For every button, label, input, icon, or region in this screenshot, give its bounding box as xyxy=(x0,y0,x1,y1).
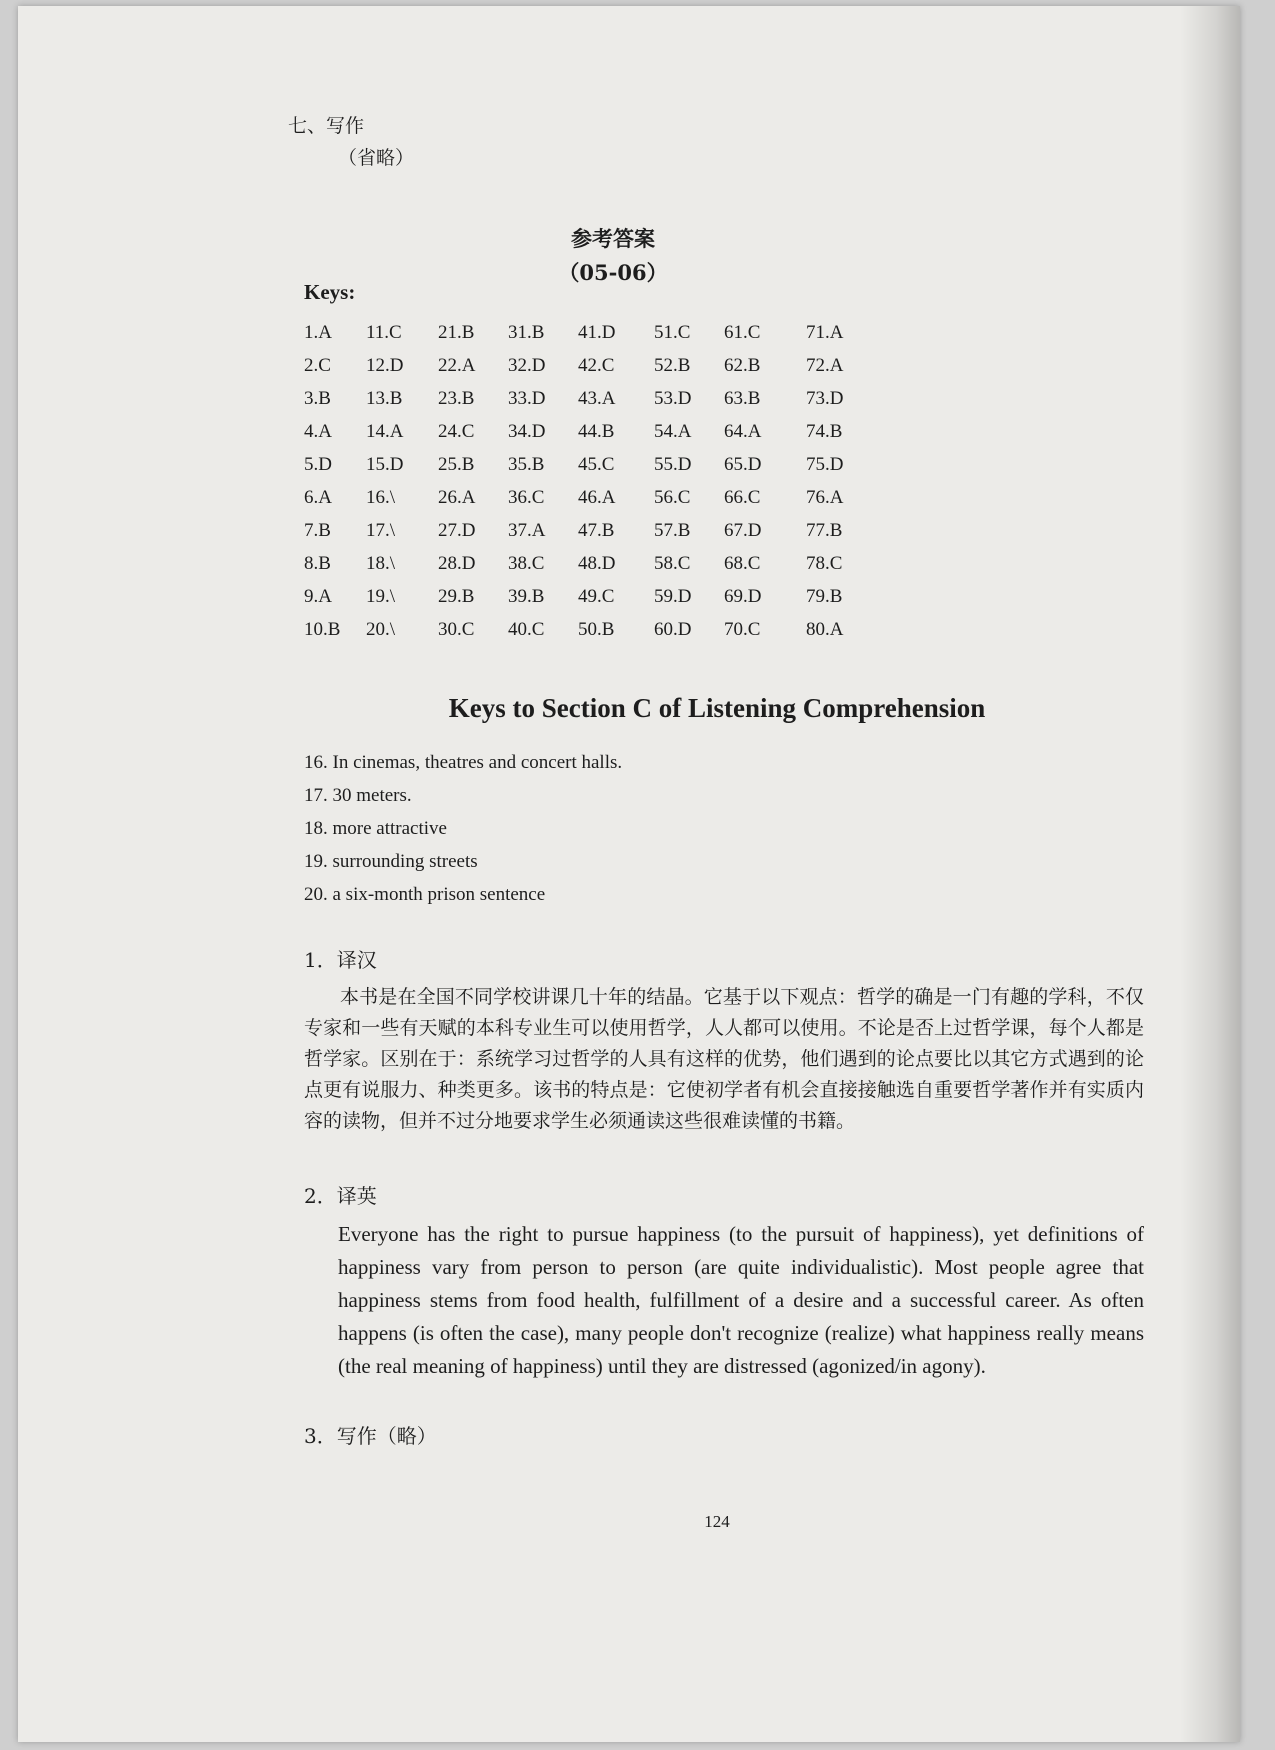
reference-title-block xyxy=(288,222,1146,290)
answer-row xyxy=(304,514,876,547)
keys-label: Keys: xyxy=(304,280,356,304)
answer-cell: 19.\ xyxy=(366,585,396,607)
answer-cell: 21.B xyxy=(438,321,475,343)
reference-subtitle: （05-06） xyxy=(558,260,668,285)
answer-cell: 58.C xyxy=(654,552,691,574)
section-seven-note: （省略） xyxy=(338,147,415,169)
answer-cell: 10.B xyxy=(304,618,341,640)
answer-cell: 45.C xyxy=(578,453,615,475)
translation-cn-text: 本书是在全国不同学校讲课几十年的结晶。它基于以下观点：哲学的确是一门有趣的学科，不仅专家和一些有天赋的本科专业生可以使用哲学，人人都可以使用。不论是否上过哲学课，每个人都是哲学家。区别在于：系统学习过哲学的人具有这样的优势，他们遇到的论点要比以其它方式遇到的论点更有说服力、种类更多。该书的特点是：它使初学者有机会直接接触选自重要哲学著作并有实质内容的读物，但并不过分地要求学生必须通读这些很难读懂的书籍。 xyxy=(304,986,1144,1132)
page-spine-shadow xyxy=(1180,6,1240,1742)
answer-cell: 73.D xyxy=(806,387,844,409)
translation-en-heading: 2．译英 xyxy=(304,1184,377,1208)
answer-cell: 63.B xyxy=(724,387,761,409)
answer-cell: 53.D xyxy=(654,387,692,409)
list-item: 20. a six-month prison sentence xyxy=(304,884,546,905)
answer-cell: 22.A xyxy=(438,354,476,376)
answer-cell: 68.C xyxy=(724,552,761,574)
answer-cell: 71.A xyxy=(806,321,844,343)
answer-cell: 11.C xyxy=(366,321,402,343)
answer-cell: 48.D xyxy=(578,552,616,574)
answer-cell: 57.B xyxy=(654,519,691,541)
answer-row xyxy=(304,613,876,646)
answer-cell: 65.D xyxy=(724,453,762,475)
list-item: 19. surrounding streets xyxy=(304,851,478,872)
answer-cell: 17.\ xyxy=(366,519,396,541)
answer-cell: 40.C xyxy=(508,618,545,640)
answer-cell: 67.D xyxy=(724,519,762,541)
answer-cell: 56.C xyxy=(654,486,691,508)
answer-cell: 39.B xyxy=(508,585,545,607)
answer-cell: 51.C xyxy=(654,321,691,343)
answer-cell: 79.B xyxy=(806,585,843,607)
answer-cell: 15.D xyxy=(366,453,404,475)
answer-cell: 47.B xyxy=(578,519,615,541)
answer-cell: 37.A xyxy=(508,519,546,541)
answer-cell: 66.C xyxy=(724,486,761,508)
listening-keys-list xyxy=(304,746,622,911)
answer-row xyxy=(304,415,876,448)
list-item: 16. In cinemas, theatres and concert halls. xyxy=(304,752,623,773)
answer-cell: 18.\ xyxy=(366,552,396,574)
section-seven-heading: 七、写作 xyxy=(288,115,365,137)
writing-heading: 3．写作（略） xyxy=(304,1424,437,1448)
answer-cell: 26.A xyxy=(438,486,476,508)
answer-cell: 4.A xyxy=(304,420,332,442)
answer-cell: 80.A xyxy=(806,618,844,640)
answer-row xyxy=(304,349,876,382)
answer-cell: 50.B xyxy=(578,618,615,640)
answer-row xyxy=(304,316,876,349)
answer-cell: 62.B xyxy=(724,354,761,376)
answer-cell: 75.D xyxy=(806,453,844,475)
list-item: 18. more attractive xyxy=(304,818,447,839)
answer-cell: 43.A xyxy=(578,387,616,409)
answer-cell: 64.A xyxy=(724,420,762,442)
answer-cell: 78.C xyxy=(806,552,843,574)
list-item: 17. 30 meters. xyxy=(304,785,412,806)
listening-keys-title: Keys to Section C of Listening Comprehension xyxy=(448,693,986,723)
answer-cell: 30.C xyxy=(438,618,475,640)
answer-cell: 74.B xyxy=(806,420,843,442)
answer-cell: 12.D xyxy=(366,354,404,376)
answer-cell: 6.A xyxy=(304,486,332,508)
answer-cell: 13.B xyxy=(366,387,403,409)
page-content xyxy=(288,110,1146,1531)
answer-cell: 5.D xyxy=(304,453,332,475)
book-page xyxy=(18,6,1240,1742)
answer-cell: 44.B xyxy=(578,420,615,442)
answer-cell: 35.B xyxy=(508,453,545,475)
answer-cell: 60.D xyxy=(654,618,692,640)
answer-cell: 14.A xyxy=(366,420,404,442)
answer-row xyxy=(304,481,876,514)
answer-cell: 36.C xyxy=(508,486,545,508)
answer-cell: 23.B xyxy=(438,387,475,409)
reference-title: 参考答案 xyxy=(571,226,655,251)
answer-cell: 2.C xyxy=(304,354,331,376)
answer-cell: 27.D xyxy=(438,519,476,541)
answer-cell: 31.B xyxy=(508,321,545,343)
answer-cell: 61.C xyxy=(724,321,761,343)
answer-cell: 9.A xyxy=(304,585,332,607)
answer-cell: 42.C xyxy=(578,354,615,376)
answer-key-grid xyxy=(304,316,876,646)
answer-cell: 59.D xyxy=(654,585,692,607)
translation-en-text: Everyone has the right to pursue happiness (to the pursuit of happiness), yet definitions of happiness vary from person to person (are quite individualistic). Most people agree that happiness stems from food health, fulfillment of a desire and a successful career. As often happens (is often the case), many people don't recognize (realize) what happiness really means (the real meaning of happiness) until they are distressed (agonized/in agony). xyxy=(338,1222,1144,1378)
answer-cell: 20.\ xyxy=(366,618,396,640)
answer-cell: 28.D xyxy=(438,552,476,574)
answer-cell: 33.D xyxy=(508,387,546,409)
answer-cell: 69.D xyxy=(724,585,762,607)
answer-cell: 3.B xyxy=(304,387,331,409)
answer-cell: 52.B xyxy=(654,354,691,376)
answer-cell: 55.D xyxy=(654,453,692,475)
answer-cell: 8.B xyxy=(304,552,331,574)
answer-cell: 38.C xyxy=(508,552,545,574)
answer-cell: 49.C xyxy=(578,585,615,607)
answer-cell: 24.C xyxy=(438,420,475,442)
answer-cell: 1.A xyxy=(304,321,332,343)
answer-row xyxy=(304,580,876,613)
answer-cell: 76.A xyxy=(806,486,844,508)
answer-cell: 32.D xyxy=(508,354,546,376)
answer-cell: 25.B xyxy=(438,453,475,475)
answer-cell: 41.D xyxy=(578,321,616,343)
answer-cell: 29.B xyxy=(438,585,475,607)
answer-cell: 77.B xyxy=(806,519,843,541)
answer-cell: 70.C xyxy=(724,618,761,640)
answer-cell: 72.A xyxy=(806,354,844,376)
answer-cell: 46.A xyxy=(578,486,616,508)
answer-cell: 7.B xyxy=(304,519,331,541)
page-number: 124 xyxy=(704,1512,730,1531)
answer-row xyxy=(304,547,876,580)
answer-row xyxy=(304,382,876,415)
answer-cell: 16.\ xyxy=(366,486,396,508)
answer-cell: 54.A xyxy=(654,420,692,442)
translation-cn-heading: 1．译汉 xyxy=(304,948,377,972)
answer-row xyxy=(304,448,876,481)
answer-cell: 34.D xyxy=(508,420,546,442)
